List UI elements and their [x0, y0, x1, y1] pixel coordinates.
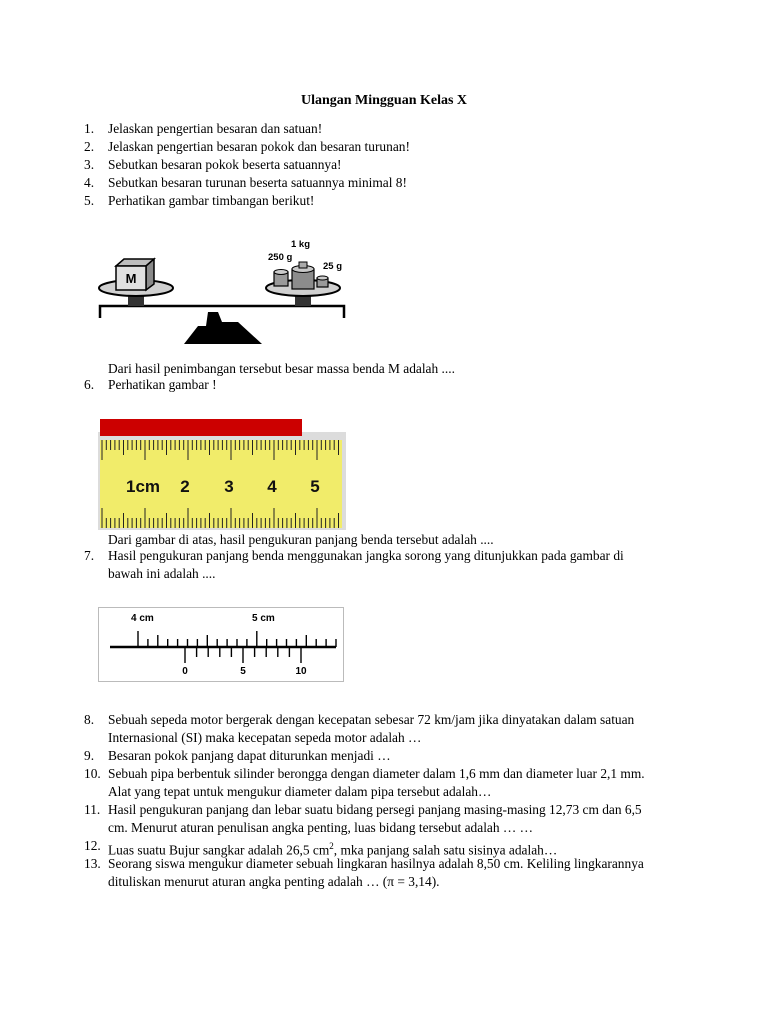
vernier-label-10: 10 — [295, 666, 307, 677]
question-text: Sebuah sepeda motor bergerak dengan kecepatan sebesar 72 km/jam jika dinyatakan dalam satuan — [108, 712, 635, 727]
question-text: Jelaskan pengertian besaran pokok dan besaran turunan! — [108, 139, 410, 154]
vernier-label-0: 0 — [182, 666, 188, 677]
question-6 — [0, 376, 768, 394]
question-7 — [0, 547, 768, 583]
ruler-label: 2 — [180, 477, 190, 496]
question-number: 8. — [84, 712, 95, 727]
question-number: 5. — [84, 193, 95, 208]
question-number: 7. — [84, 548, 95, 563]
ruler-label: 1cm — [125, 477, 161, 496]
question-12 — [0, 837, 768, 858]
question-text: Perhatikan gambar timbangan berikut! — [108, 193, 315, 208]
question-3 — [0, 156, 768, 174]
mass-label: M — [125, 271, 137, 286]
question-text: Sebutkan besaran pokok beserta satuannya! — [108, 157, 342, 172]
question-text: Alat yang tepat untuk mengukur diameter dalam pipa tersebut adalah… — [108, 784, 492, 799]
vernier-label-5: 5 — [240, 666, 246, 677]
question-number: 4. — [84, 175, 95, 190]
question-text: Hasil pengukuran panjang dan lebar suatu bidang persegi panjang masing-masing 12,73 cm dan 6,5 — [108, 802, 642, 817]
ruler-figure — [98, 418, 346, 530]
question-text: Seorang siswa mengukur diameter sebuah lingkaran hasilnya adalah 8,50 cm. Keliling lingkarannya — [108, 856, 644, 871]
question-text: Luas suatu Bujur sangkar adalah 26,5 $cm^2$, mka panjang salah satu sisinya adalah… — [108, 841, 558, 858]
question-text: bawah ini adalah .... — [108, 566, 216, 581]
question-9 — [0, 747, 768, 765]
weight-250g — [274, 270, 288, 287]
question-number: 1. — [84, 121, 95, 136]
question-text: Sebutkan besaran turunan beserta satuannya minimal 8! — [108, 175, 407, 190]
question-11 — [0, 801, 768, 837]
question-10 — [0, 765, 768, 801]
question-8 — [0, 711, 768, 747]
main-label-4cm: 4 cm — [131, 613, 154, 624]
question-number: 10. — [84, 766, 101, 781]
measured-object — [100, 419, 302, 436]
question-5 — [0, 192, 768, 210]
main-label-5cm: 5 cm — [252, 613, 275, 624]
question-text: Besaran pokok panjang dapat diturunkan menjadi … — [108, 748, 391, 763]
balance-fulcrum — [184, 312, 262, 344]
balance-scale-figure — [92, 232, 357, 347]
page-title: Ulangan Mingguan Kelas X — [300, 93, 468, 108]
question-number: 11. — [84, 802, 101, 817]
ruler-label: 3 — [224, 477, 234, 496]
question-text: cm. Menurut aturan penulisan angka penting, luas bidang tersebut adalah … … — [108, 820, 534, 835]
question-text: Jelaskan pengertian besaran dan satuan! — [108, 121, 323, 136]
question-4 — [0, 174, 768, 192]
question-13 — [0, 855, 768, 891]
question-6-followup: Dari gambar di atas, hasil pengukuran panjang benda tersebut adalah .... — [108, 532, 494, 547]
question-number: 13. — [84, 856, 101, 871]
question-1 — [0, 120, 768, 138]
weight-1kg — [292, 262, 314, 289]
weight-1kg-label: 1 kg — [291, 239, 311, 250]
question-number: 9. — [84, 748, 95, 763]
weight-250g-label: 250 g — [268, 252, 293, 263]
question-number: 2. — [84, 139, 95, 154]
question-2 — [0, 138, 768, 156]
ruler-label: 4 — [267, 477, 277, 496]
question-number: 3. — [84, 157, 95, 172]
ruler-label: 5 — [310, 477, 320, 496]
weight-25g — [317, 276, 328, 287]
weight-25g-label: 25 g — [323, 261, 343, 272]
question-number: 6. — [84, 377, 95, 392]
question-text: dituliskan menurut aturan angka penting adalah … (π = 3,14). — [108, 874, 440, 889]
question-text: Sebuah pipa berbentuk silinder berongga dengan diameter dalam 1,6 mm dan diameter luar 2,1 mm. — [108, 766, 645, 781]
question-text: Internasional (SI) maka kecepatan sepeda motor adalah … — [108, 730, 422, 745]
balance-beam — [100, 306, 344, 318]
question-text: Perhatikan gambar ! — [108, 377, 217, 392]
question-number: 12. — [84, 838, 101, 853]
question-text: Hasil pengukuran panjang benda menggunakan jangka sorong yang ditunjukkan pada gambar di — [108, 548, 624, 563]
question-5-followup: Dari hasil penimbangan tersebut besar massa benda M adalah .... — [108, 361, 455, 376]
vernier-caliper-figure — [98, 607, 344, 682]
